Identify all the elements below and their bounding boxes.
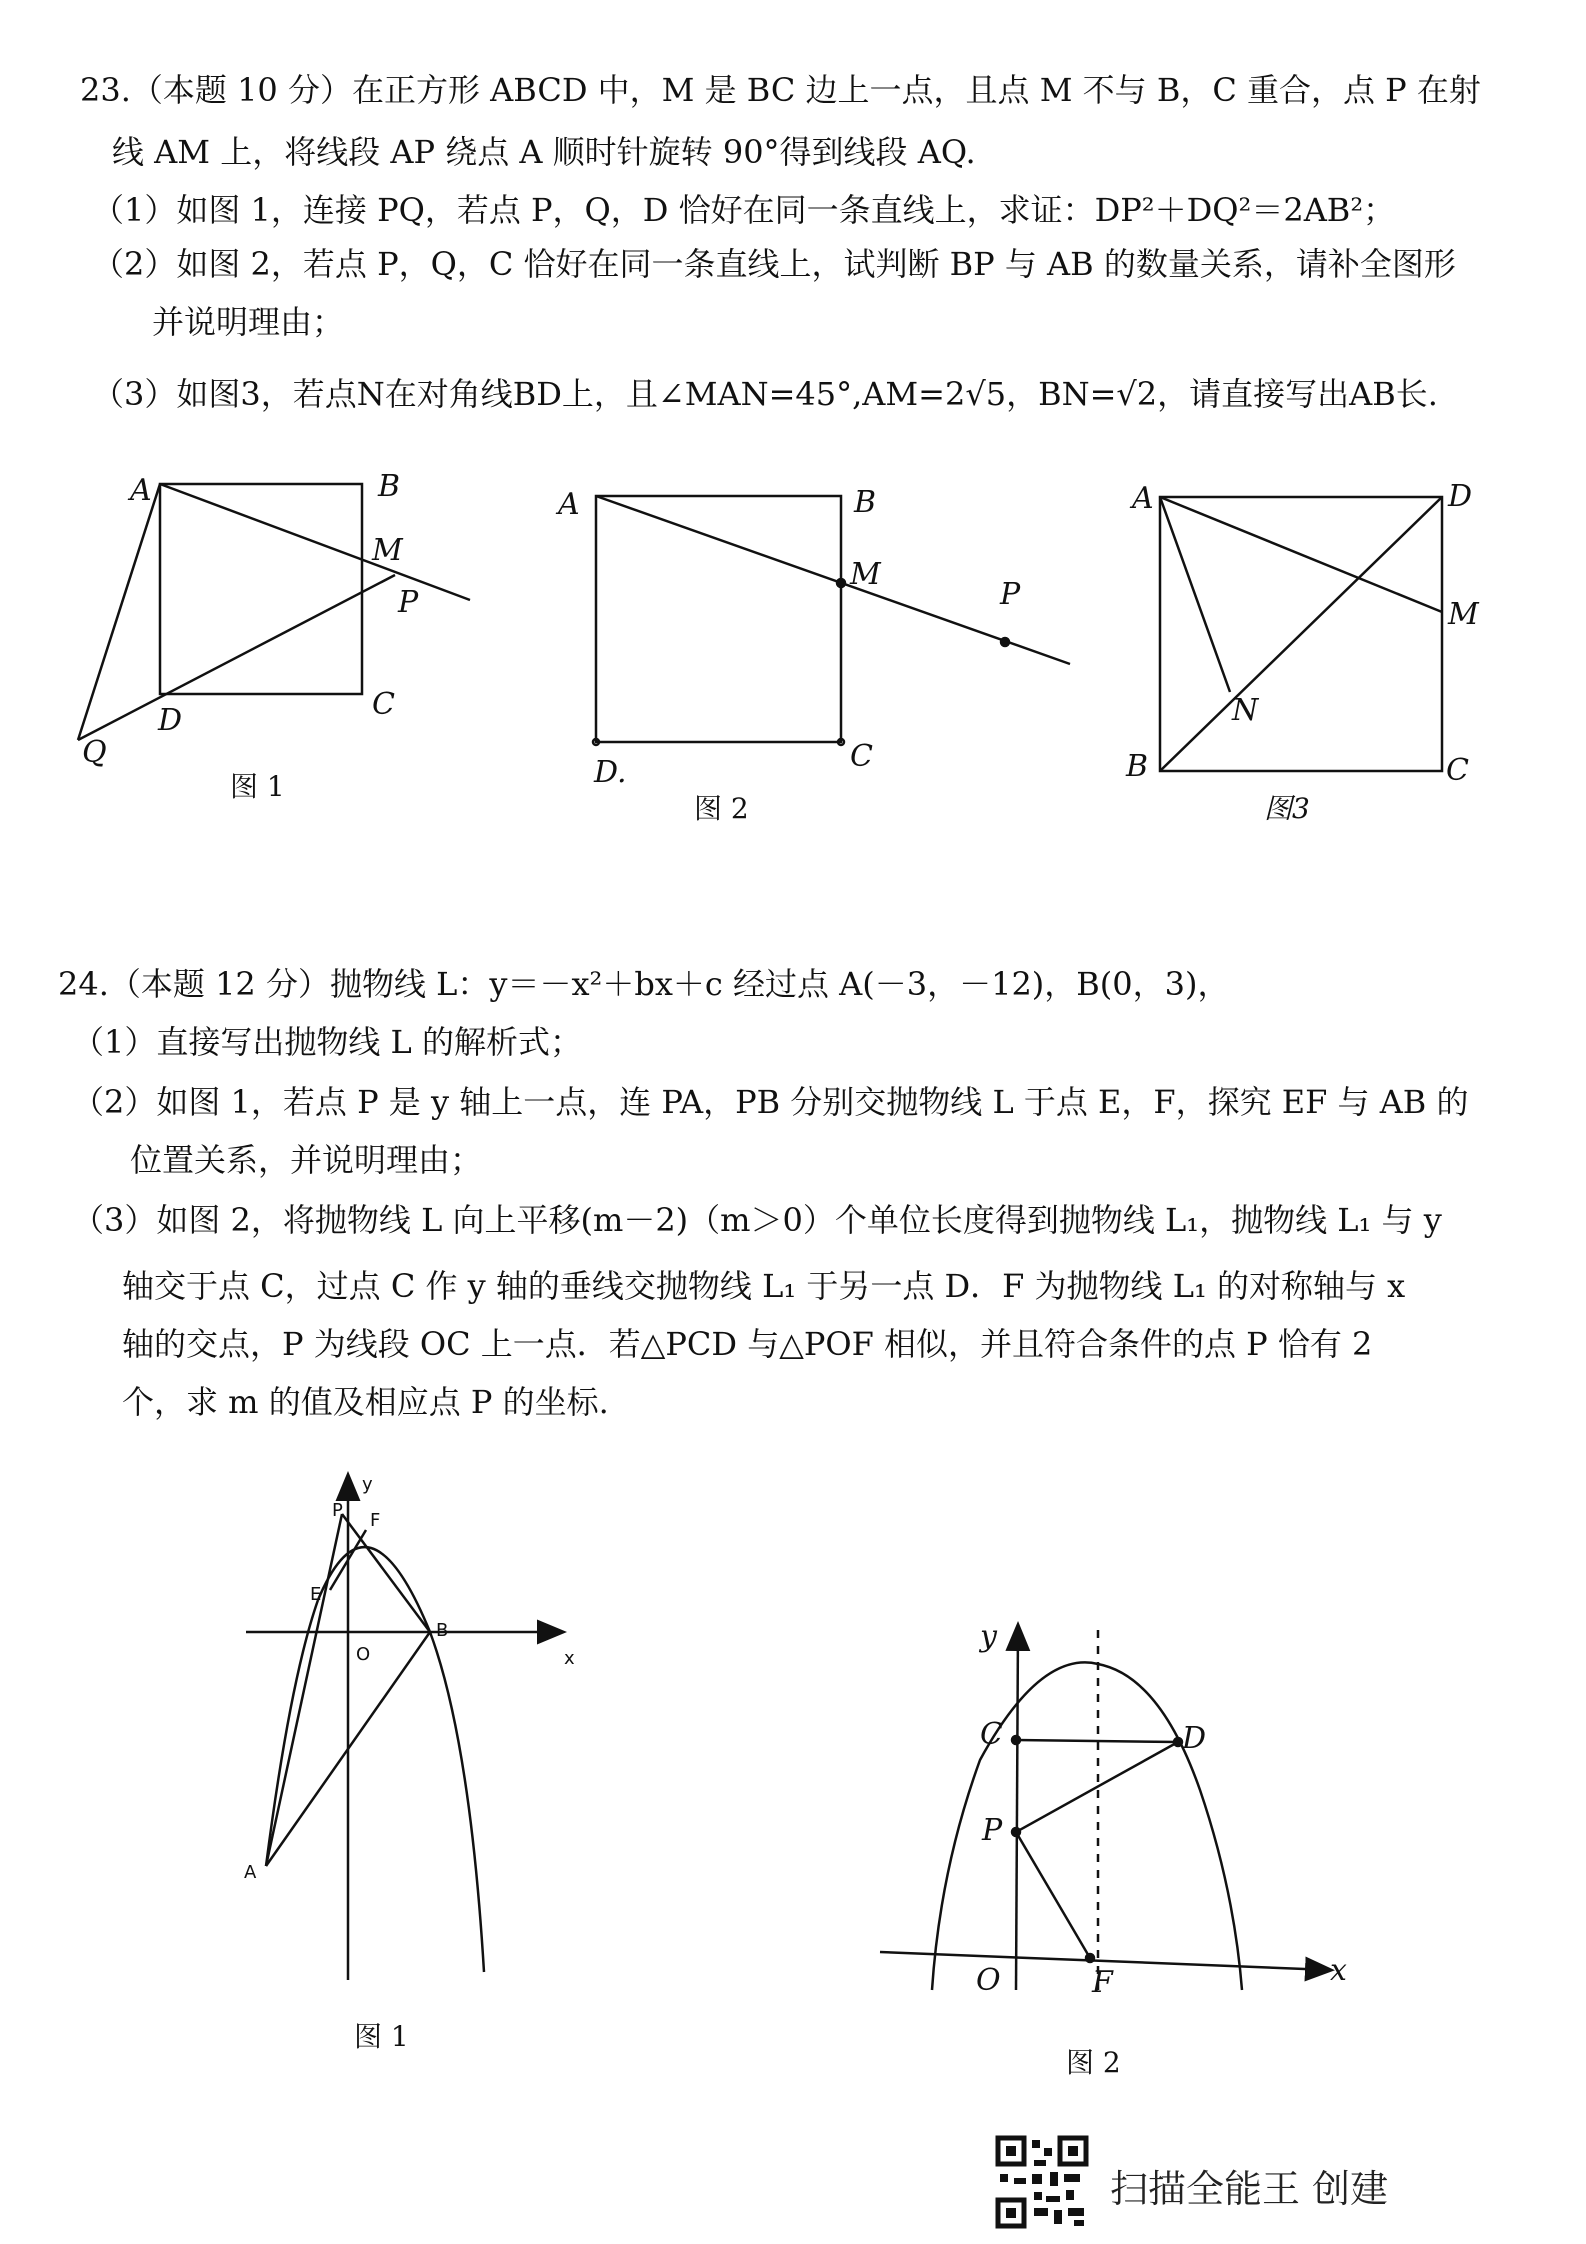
q23-figure-2 — [593, 496, 1070, 745]
fig2-label-b: B — [854, 485, 877, 520]
q23-figure-3 — [1160, 497, 1442, 771]
fig2-label-d: D. — [594, 755, 627, 790]
q24-part1: （1）直接写出抛物线 L 的解析式； — [72, 1023, 582, 1061]
q24f1-label-p: P — [332, 1500, 343, 1521]
q23-figure-3-labels — [1125, 479, 1480, 825]
q24-part2-cont: 位置关系，并说明理由； — [130, 1141, 483, 1179]
fig1-label-d: D — [158, 703, 183, 738]
fig1-caption: 图 1 — [230, 770, 285, 803]
fig1-label-m: M — [372, 533, 403, 568]
q24-part3-cont2: 轴的交点，P 为线段 OC 上一点．若△PCD 与△POF 相似，并且符合条件的点 P 恰有 2 — [122, 1325, 1373, 1363]
q24f2-label-o: O — [976, 1963, 1001, 1998]
fig3-label-b: B — [1126, 749, 1149, 784]
fig2-point-m — [837, 579, 845, 587]
q24f2-label-f: F — [1092, 1965, 1113, 2000]
q24f1-segment-pb — [342, 1514, 430, 1632]
q24f2-label-p: P — [982, 1813, 1003, 1848]
q24-part3-cont1: 轴交于点 C，过点 C 作 y 轴的垂线交抛物线 L₁ 于另一点 D．F 为抛物线 L₁ 的对称轴与 x — [122, 1267, 1406, 1305]
fig2-ray-am — [596, 496, 1070, 664]
q24f1-caption: 图 1 — [354, 2020, 409, 2053]
watermark-text: 扫描全能王 创建 — [1110, 2167, 1389, 2211]
fig1-line-qp — [78, 575, 395, 740]
q23-heading: 23.（本题 10 分）在正方形 ABCD 中，M 是 BC 边上一点，且点 M 不与 B，C 重合，点 P 在射 — [80, 71, 1481, 109]
q24f2-segment-pf — [1016, 1832, 1090, 1958]
q24f2-point-c — [1012, 1736, 1020, 1744]
q23-part3: （3）如图3，若点N在对角线BD上，且∠MAN=45°,AM=2√5，BN=√2，请直接写出AB长. — [92, 375, 1438, 413]
q24f2-segment-cd — [1016, 1740, 1178, 1742]
q24f2-segment-pd — [1016, 1742, 1178, 1832]
q23-part2: （2）如图 2，若点 P，Q，C 恰好在同一条直线上，试判断 BP 与 AB 的数量关系，请补全图形 — [92, 245, 1456, 283]
fig3-label-m: M — [1448, 597, 1479, 632]
fig2-label-c: C — [850, 739, 873, 774]
fig1-label-a: A — [130, 473, 152, 508]
q24f2-y-axis — [1016, 1626, 1018, 1990]
q24-figure-1-labels — [244, 1474, 575, 2053]
q24f1-parabola-right — [318, 1547, 484, 1972]
qr-code-icon — [994, 2134, 1090, 2230]
fig3-caption: 图3 — [1264, 792, 1310, 825]
q23-heading-cont: 线 AM 上，将线段 AP 绕点 A 顺时针旋转 90°得到线段 AQ. — [112, 133, 976, 171]
q24f2-point-d — [1174, 1738, 1182, 1746]
q24f2-label-y: y — [980, 1619, 997, 1654]
q24-part3: （3）如图 2，将抛物线 L 向上平移(m－2)（m＞0）个单位长度得到抛物线 L₁，抛物线 L₁ 与 y — [72, 1201, 1442, 1239]
q24f2-point-p — [1012, 1828, 1020, 1836]
fig1-segment-aq — [78, 484, 160, 740]
q24f2-point-f — [1086, 1954, 1094, 1962]
fig3-segment-am — [1160, 497, 1442, 612]
q24-heading: 24.（本题 12 分）抛物线 L：y＝－x²＋bx＋c 经过点 A(－3，－12)，B(0，3)， — [58, 965, 1230, 1003]
q24-figure-2 — [880, 1626, 1330, 1990]
q23-figure-2-labels — [555, 485, 1021, 825]
fig1-label-c: C — [372, 687, 395, 722]
q24f1-label-o: O — [356, 1644, 371, 1665]
q24-part2: （2）如图 1，若点 P 是 y 轴上一点，连 PA，PB 分别交抛物线 L 于点 E，F，探究 EF 与 AB 的 — [72, 1083, 1469, 1121]
fig1-label-q: Q — [82, 735, 107, 770]
q24f1-label-a: A — [244, 1862, 257, 1883]
q24f1-label-y: y — [362, 1474, 373, 1495]
q24f2-label-c: C — [980, 1717, 1003, 1752]
fig2-label-p: P — [1000, 577, 1021, 612]
q24f1-label-b: B — [436, 1620, 449, 1641]
fig1-ray-am — [160, 484, 470, 600]
q24f2-label-x: x — [1330, 1953, 1347, 1988]
fig2-point-p — [1001, 638, 1009, 646]
fig1-label-b: B — [378, 469, 401, 504]
q24f2-parabola — [932, 1662, 1242, 1990]
q23-part1: （1）如图 1，连接 PQ，若点 P，Q，D 恰好在同一条直线上，求证：DP²＋DQ²＝2AB²； — [92, 191, 1396, 229]
fig2-label-a: A — [558, 487, 580, 522]
q24f2-caption: 图 2 — [1066, 2046, 1121, 2079]
fig3-diagonal-bd — [1160, 497, 1442, 771]
q24f1-label-e: E — [310, 1584, 322, 1605]
q24-part3-cont3: 个，求 m 的值及相应点 P 的坐标. — [122, 1383, 609, 1421]
fig2-label-m: M — [850, 557, 881, 592]
q24-figure-1 — [246, 1476, 562, 1980]
fig1-label-p: P — [398, 585, 419, 620]
fig1-square — [160, 484, 362, 694]
q24f1-label-x: x — [564, 1648, 575, 1669]
fig2-caption: 图 2 — [694, 792, 749, 825]
q23-part2-cont: 并说明理由； — [152, 303, 345, 341]
q24f2-label-d: D — [1182, 1721, 1207, 1756]
fig3-segment-an — [1160, 497, 1230, 692]
q24f1-label-f: F — [370, 1510, 381, 1531]
fig3-label-c: C — [1446, 753, 1469, 788]
fig2-square — [596, 496, 841, 742]
fig3-label-a: A — [1132, 481, 1154, 516]
fig3-label-n: N — [1232, 693, 1259, 728]
fig3-label-d: D — [1448, 479, 1473, 514]
